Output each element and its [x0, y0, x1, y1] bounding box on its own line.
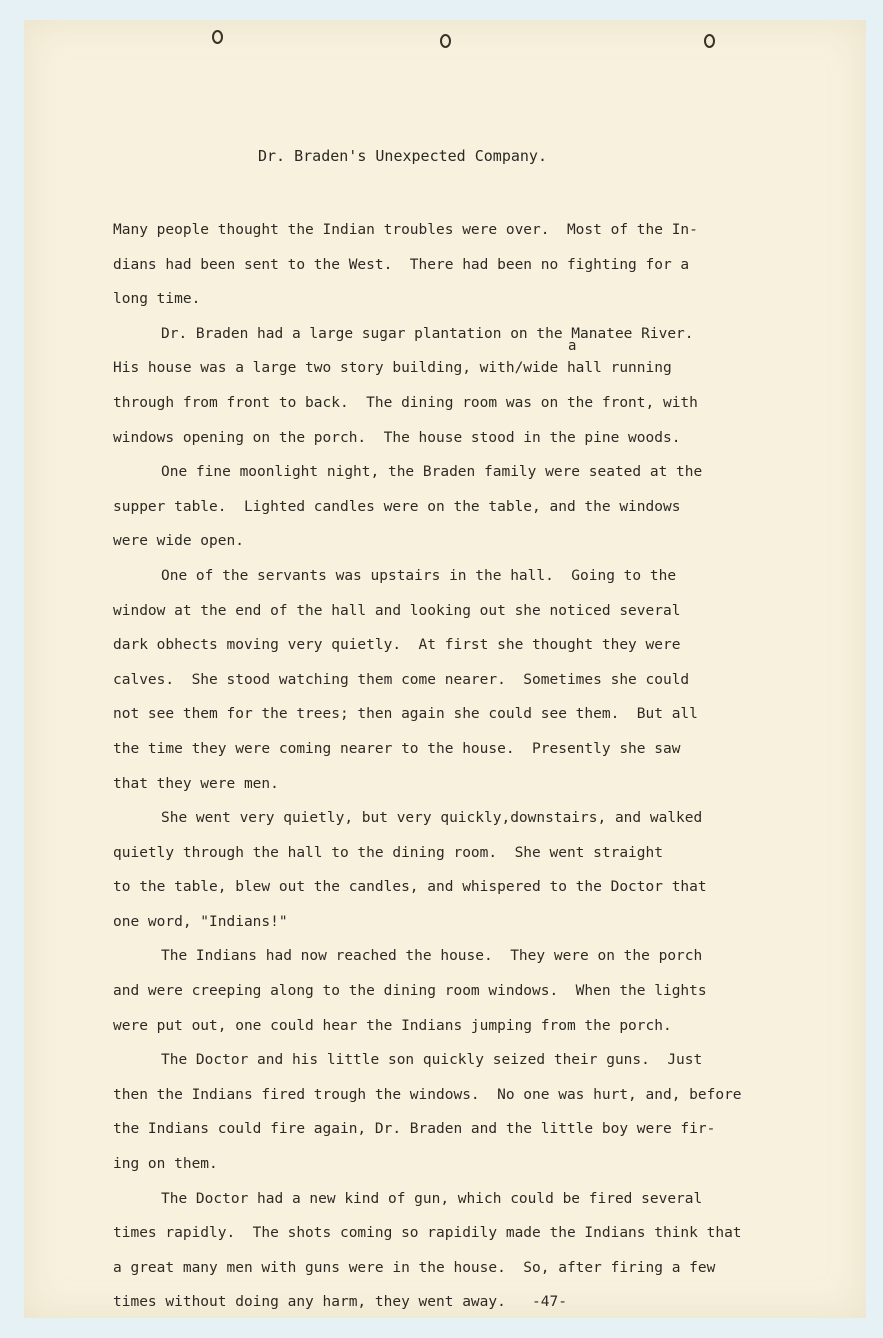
text-line: not see them for the trees; then again she could see them. But all — [113, 706, 698, 723]
paragraph-7 — [113, 1043, 853, 1181]
text-line: through from front to back. The dining room was on the front, with — [113, 394, 698, 411]
text-line: Many people thought the Indian troubles were over. Most of the In- — [113, 222, 698, 238]
paragraph-4 — [113, 559, 853, 801]
text-line: One of the servants was upstairs in the hall. Going to the — [161, 567, 677, 584]
text-line: and were creeping along to the dining room windows. When the lights — [113, 983, 707, 1000]
paragraph-8 — [113, 1182, 853, 1320]
text-line: window at the end of the hall and looking out she noticed several — [113, 602, 681, 619]
page-title: Dr. Braden's Unexpected Company. — [258, 147, 547, 165]
page-number: -47- — [532, 1294, 567, 1311]
text-line: to the table, blew out the candles, and whispered to the Doctor that — [113, 879, 707, 896]
text-line: ing on them. — [113, 1156, 218, 1173]
text-line: a great many men with guns were in the house. So, after firing a few — [113, 1259, 716, 1276]
text-line: one word, "Indians!" — [113, 913, 288, 930]
text-line: She went very quietly, but very quickly,downstairs, and walked — [161, 810, 703, 827]
binder-hole-right — [704, 34, 715, 48]
paragraph-5 — [113, 801, 853, 939]
text-line: then the Indians fired trough the windows. No one was hurt, and, before — [113, 1086, 742, 1103]
paragraph-6 — [113, 939, 853, 1043]
text-line: quietly through the hall to the dining room. She went straight — [113, 844, 663, 861]
text-line: the Indians could fire again, Dr. Braden and the little boy were fir- — [113, 1121, 716, 1138]
paragraph-3 — [113, 455, 853, 559]
text-line: dians had been sent to the West. There had been no fighting for a — [113, 256, 690, 273]
text-line — [113, 1285, 853, 1320]
text-line: windows opening on the porch. The house stood in the pine woods. — [113, 429, 681, 446]
text-line: the time they were coming nearer to the house. Presently she saw — [113, 740, 681, 757]
text-line: times rapidly. The shots coming so rapidily made the Indians think that — [113, 1225, 742, 1242]
binder-hole-center — [440, 34, 451, 48]
text-line: dark obhects moving very quietly. At first she thought they were — [113, 637, 681, 654]
paragraph-1 — [113, 213, 853, 317]
text-line: The Indians had now reached the house. They were on the porch — [161, 948, 703, 965]
text-line: were put out, one could hear the Indians jumping from the porch. — [113, 1017, 672, 1034]
text-line: One fine moonlight night, the Braden family were seated at the — [161, 464, 703, 481]
text-line: that they were men. — [113, 775, 279, 792]
text-line: calves. She stood watching them come nearer. Sometimes she could — [113, 671, 690, 688]
paragraph-2 — [113, 317, 853, 455]
text-line: long time. — [113, 291, 201, 308]
text-line: supper table. Lighted candles were on the table, and the windows — [113, 498, 681, 515]
last-line-text: times without doing any harm, they went away. — [113, 1294, 506, 1311]
text-line: The Doctor had a new kind of gun, which could be fired several — [161, 1190, 703, 1207]
text-line: His house was a large two story building, with/wide hall running — [113, 360, 672, 377]
text-line: The Doctor and his little son quickly seized their guns. Just — [161, 1052, 703, 1069]
document-body — [113, 213, 853, 1320]
text-line: Dr. Braden had a large sugar plantation on the Manatee River. — [161, 325, 694, 342]
binder-hole-left — [212, 30, 223, 44]
text-line: were wide open. — [113, 533, 244, 550]
handwritten-insertion-mark: a — [568, 338, 577, 354]
